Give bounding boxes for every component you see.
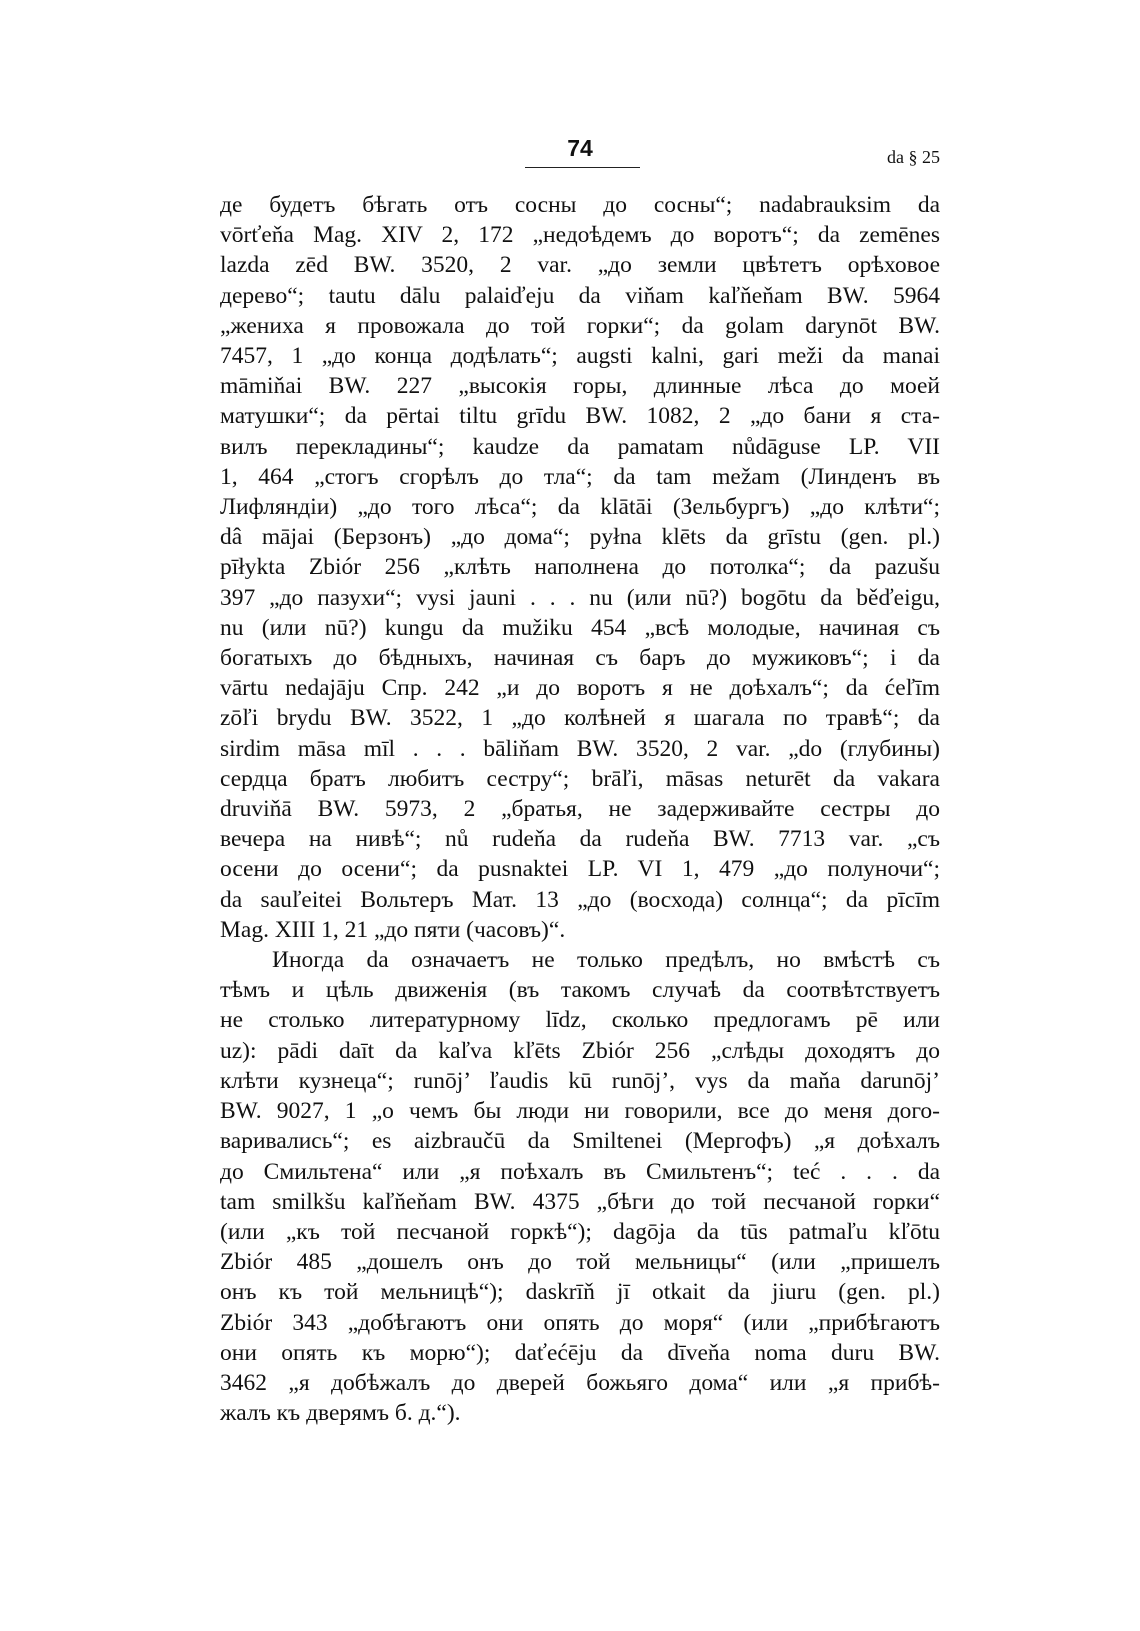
- text-line: де будетъ бѣгать отъ сосны до сосны“; nadabrauksim da: [220, 192, 940, 218]
- text-line: не столько литературному līdz, сколько предлогамъ pē или: [220, 1007, 940, 1034]
- text-line: dâ mājai (Берзонъ) „до дома“; pyłna klēts da grīstu (gen. pl.): [220, 524, 940, 551]
- text-line: тѣмъ и цѣль движенія (въ такомъ случаѣ da соотвѣтствуетъ: [220, 977, 940, 1004]
- text-line: „жениха я провожала до той горки“; da golam darynōt BW.: [220, 312, 940, 339]
- text-line: lazda zēd BW. 3520, 2 var. „до земли цвѣтетъ орѣховое: [220, 252, 940, 279]
- text-line: BW. 9027, 1 „о чемъ бы люди ни говорили, все до меня дого-: [220, 1098, 940, 1125]
- text-line: матушки“; da pērtai tiltu grīdu BW. 1082, 2 „до бани я ста-: [220, 403, 940, 430]
- text-line: uz): pādi daīt da kaľva kľēts Zbiór 256 „слѣды доходятъ до: [220, 1037, 940, 1064]
- text-line: tam smilkšu kaľňeňam BW. 4375 „бѣги до той песчаной горки“: [220, 1188, 940, 1215]
- text-line: zōľi brydu BW. 3522, 1 „до колѣней я шагала по травѣ“; da: [220, 705, 940, 732]
- text-line: 1, 464 „стогъ сгорѣлъ до тла“; da tam mežam (Линденъ въ: [220, 463, 940, 490]
- text-line: клѣти кузнеца“; runōj’ ľaudis kū runōj’, vys da maňa darunōj’: [220, 1067, 940, 1094]
- text-line: вилъ перекладины“; kaudze da pamatam nůdāguse LP. VII: [220, 433, 940, 460]
- page-number: 74: [567, 135, 593, 161]
- text-line: 3462 „я добѣжалъ до дверей божьяго дома“ или „я прибѣ-: [220, 1369, 940, 1396]
- text-line: 397 „до пазухи“; vysi jauni . . . nu (или nū?) bogōtu da běďeigu,: [220, 584, 940, 611]
- text-line: druviňā BW. 5973, 2 „братья, не задерживайте сестры до: [220, 796, 940, 823]
- text-line: дерево“; tautu dālu palaiďeju da viňam kaľňeňam BW. 5964: [220, 282, 940, 309]
- text-line: до Смильтена“ или „я поѣхалъ въ Смильтенъ“; teć . . . da: [220, 1158, 940, 1185]
- text-line: онъ къ той мельницѣ“); daskrīň jī otkait da jiuru (gen. pl.): [220, 1279, 940, 1306]
- page-header: [220, 135, 940, 175]
- text-line: осени до осени“; da pusnaktei LP. VI 1, 479 „до полуночи“;: [220, 856, 940, 883]
- body-text: [220, 190, 940, 1428]
- text-line: варивались“; es aizbraučū da Smiltenei (Мергофъ) „я доѣхалъ: [220, 1128, 940, 1155]
- text-line: da sauľeitei Вольтеръ Мат. 13 „до (восхода) солнца“; da pīcīm: [220, 886, 940, 913]
- text-line: вечера на нивѣ“; nů rudeňa da rudeňa BW. 7713 var. „съ: [220, 826, 940, 853]
- text-line: богатыхъ до бѣдныхъ, начиная съ баръ до мужиковъ“; i da: [220, 645, 940, 672]
- text-line: Mag. XIII 1, 21 „до пяти (часовъ)“.: [220, 916, 566, 943]
- text-line: māmiňai BW. 227 „высокія горы, длинные лѣса до моей: [220, 373, 940, 400]
- running-head: da § 25: [887, 147, 940, 167]
- text-line: pīłykta Zbiór 256 „клѣть наполнена до потолка“; da pazušu: [220, 554, 940, 581]
- text-line: Zbiór 485 „дошелъ онъ до той мельницы“ (или „пришелъ: [220, 1249, 940, 1276]
- text-line: сердца братъ любитъ сестру“; brāľi, māsas neturēt da vakara: [220, 765, 940, 792]
- text-line: Иногда da означаетъ не только предѣлъ, но вмѣстѣ съ: [272, 947, 940, 974]
- text-line: Лифляндіи) „до того лѣса“; da klātāi (Зельбургъ) „до клѣти“;: [220, 494, 940, 521]
- text-line: sirdim māsa mīl . . . bāliňam BW. 3520, 2 var. „do (глубины): [220, 735, 940, 762]
- header-rule: [525, 167, 640, 168]
- text-line: жалъ къ дверямъ б. д.“).: [220, 1400, 461, 1427]
- text-line: (или „къ той песчаной горкѣ“); dagōja da tūs patmaľu kľōtu: [220, 1218, 940, 1245]
- text-line: nu (или nū?) kungu da mužiku 454 „всѣ молодые, начиная съ: [220, 614, 940, 641]
- text-line: vōrťeňa Mag. XIV 2, 172 „недоѣдемъ до воротъ“; da zemēnes: [220, 222, 940, 249]
- text-line: Zbiór 343 „добѣгаютъ они опять до моря“ (или „прибѣгаютъ: [220, 1309, 940, 1336]
- text-line: vārtu nedajāju Спр. 242 „и до воротъ я не доѣхалъ“; da ćeľīm: [220, 675, 940, 702]
- text-line: они опять къ морю“); daťećēju da dīveňa noma duru BW.: [220, 1339, 940, 1366]
- text-line: 7457, 1 „до конца додѣлать“; augsti kalni, gari meži da manai: [220, 343, 940, 370]
